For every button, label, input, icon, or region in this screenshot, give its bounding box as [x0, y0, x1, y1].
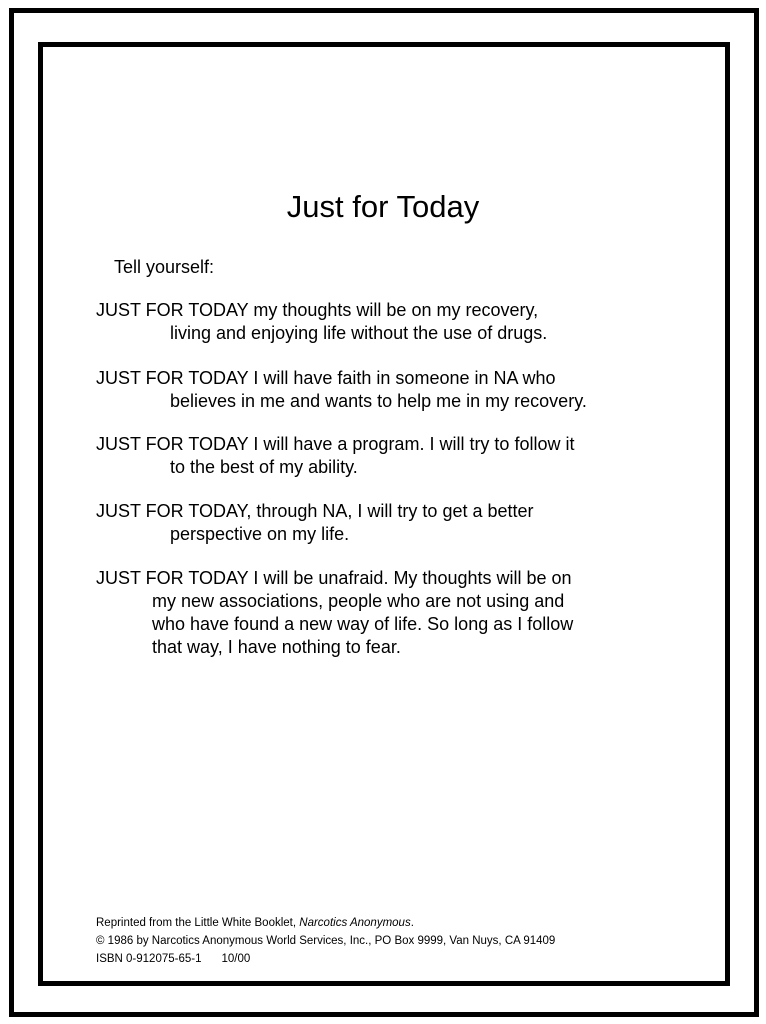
- statement-1-line-2: living and enjoying life without the use of drugs.: [170, 323, 548, 343]
- reprint-note: [96, 914, 555, 932]
- statement-3: [96, 433, 574, 479]
- statement-4-lead: JUST FOR TODAY, through NA, I will try to get a better: [96, 501, 534, 521]
- reprint-suffix: .: [410, 917, 414, 929]
- statement-3-lead: JUST FOR TODAY I will have a program. I will try to follow it: [96, 434, 575, 454]
- statement-1-lead: JUST FOR TODAY my thoughts will be on my recovery,: [96, 300, 539, 320]
- statement-5-line-2: my new associations, people who are not using and: [152, 591, 565, 611]
- statement-2-lead: JUST FOR TODAY I will have faith in someone in NA who: [96, 368, 556, 388]
- page-title: Just for Today: [286, 189, 480, 224]
- isbn-line: [96, 950, 555, 968]
- reprint-prefix: Reprinted from the Little White Booklet,: [96, 917, 300, 929]
- footer: [96, 914, 555, 968]
- statement-4-line-2: perspective on my life.: [170, 524, 350, 544]
- statement-4: [96, 500, 534, 546]
- reprint-source-title: Narcotics Anonymous: [299, 917, 411, 929]
- isbn: ISBN 0-912075-65-1: [96, 953, 202, 965]
- date-code: 10/00: [221, 953, 251, 965]
- statement-2: [96, 367, 587, 413]
- intro-text: Tell yourself:: [114, 257, 215, 277]
- copyright-line: © 1986 by Narcotics Anonymous World Services, Inc., PO Box 9999, Van Nuys, CA 91409: [96, 935, 556, 947]
- statement-5: [96, 567, 573, 659]
- statement-5-line-3: who have found a new way of life. So long as I follow: [152, 614, 574, 634]
- statement-5-line-4: that way, I have nothing to fear.: [152, 637, 401, 657]
- statement-2-line-2: believes in me and wants to help me in my recovery.: [170, 391, 587, 411]
- statement-5-lead: JUST FOR TODAY I will be unafraid. My thoughts will be on: [96, 568, 572, 588]
- statement-1: [96, 299, 547, 345]
- statement-3-line-2: to the best of my ability.: [170, 457, 358, 477]
